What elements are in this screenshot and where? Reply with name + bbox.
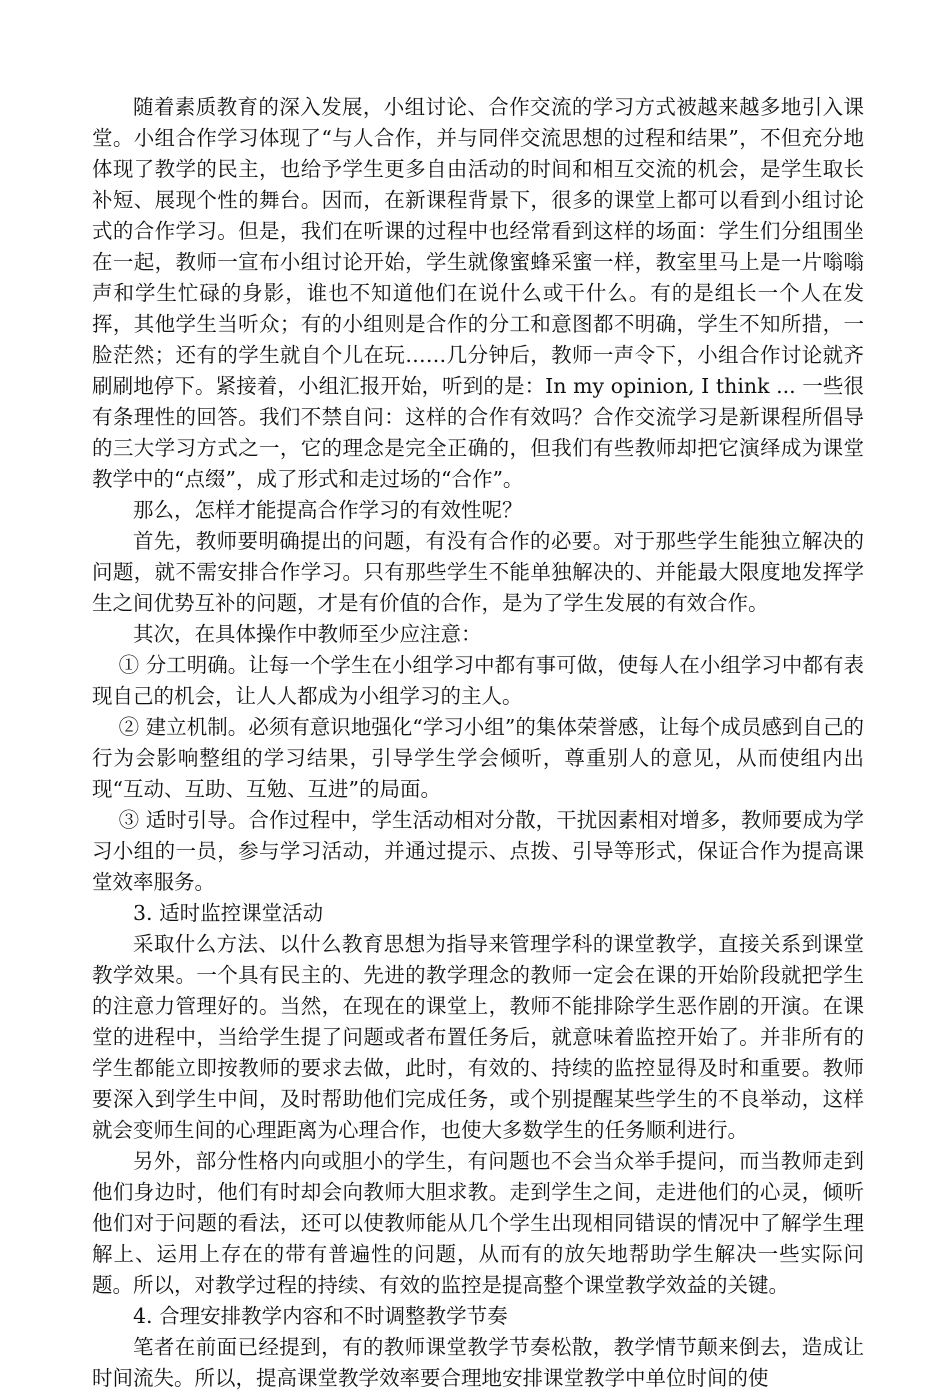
list-item-2: ② 建立机制。必须有意识地强化“学习小组”的集体荣誉感，让每个成员感到自己的行为会影响整组的学习结果，引导学生学会倾听，尊重别人的意见，从而使组内出现“互动、互助、互勉、互进”的局面。	[92, 715, 864, 801]
paragraph-question: 那么，怎样才能提高合作学习的有效性呢？	[133, 498, 523, 522]
list-item-1: ① 分工明确。让每一个学生在小组学习中都有事可做，使每人在小组学习中都有表现自己的机会，让人人都成为小组学习的主人。	[92, 653, 864, 708]
paragraph-first: 首先，教师要明确提出的问题，有没有合作的必要。对于那些学生能独立解决的问题，就不需安排合作学习。只有那些学生不能单独解决的、并能最大限度地发挥学生之间优势互补的问题，才是有价值的合作，是为了学生发展的有效合作。	[92, 529, 864, 615]
paragraph-second: 其次，在具体操作中教师至少应注意：	[133, 622, 482, 646]
paragraph-arrangement: 笔者在前面已经提到，有的教师课堂教学节奏松散，教学情节颠来倒去，造成让时间流失。所以，提高课堂教学效率要合理地安排课堂教学中单位时间的使	[92, 1335, 864, 1390]
paragraph-intro: 随着素质教育的深入发展，小组讨论、合作交流的学习方式被越来越多地引入课堂。小组合作学习体现了“与人合作，并与同伴交流思想的过程和结果”，不但充分地体现了教学的民主，也给予学生更多自由活动的时间和相互交流的机会，是学生取长补短、展现个性的舞台。因而，在新课程背景下，很多的课堂上都可以看到小组讨论式的合作学习。但是，我们在听课的过程中也经常看到这样的场面：学生们分组围坐在一起，教师一宣布小组讨论开始，学生就像蜜蜂采蜜一样，教室里马上是一片嗡嗡声和学生忙碌的身影，谁也不知道他们在说什么或干什么。有的是组长一个人在发挥，其他学生当听众；有的小组则是合作的分工和意图都不明确，学生不知所措，一脸茫然；还有的学生就自个儿在玩……几分钟后，教师一声令下，小组合作讨论就齐刷刷地停下。紧接着，小组汇报开始，听到的是：In my opinion, I think ... 一些很有条理性的回答。我们不禁自问：这样的合作有效吗？合作交流学习是新课程所倡导的三大学习方式之一，它的理念是完全正确的，但我们有些教师却把它演绎成为课堂教学中的“点缀”，成了形式和走过场的“合作”。	[92, 95, 864, 491]
section-heading-4: 4. 合理安排教学内容和不时调整教学节奏	[133, 1304, 508, 1328]
section-heading-3: 3. 适时监控课堂活动	[133, 901, 324, 925]
paragraph-monitoring: 采取什么方法、以什么教育思想为指导来管理学科的课堂教学，直接关系到课堂教学效果。一个具有民主的、先进的教学理念的教师一定会在课的开始阶段就把学生的注意力管理好的。当然，在现在的课堂上，教师不能排除学生恶作剧的开演。在课堂的进程中，当给学生提了问题或者布置任务后，就意味着监控开始了。并非所有的学生都能立即按教师的要求去做，此时，有效的、持续的监控显得及时和重要。教师要深入到学生中间，及时帮助他们完成任务，或个别提醒某些学生的不良举动，这样就会变师生间的心理距离为心理合作，也使大多数学生的任务顺利进行。	[92, 932, 864, 1142]
list-item-3: ③ 适时引导。合作过程中，学生活动相对分散，干扰因素相对增多，教师要成为学习小组的一员，参与学习活动，并通过提示、点拨、引导等形式，保证合作为提高课堂效率服务。	[92, 808, 864, 894]
paragraph-additionally: 另外，部分性格内向或胆小的学生，有问题也不会当众举手提问，而当教师走到他们身边时，他们有时却会向教师大胆求教。走到学生之间，走进他们的心灵，倾听他们对于问题的看法，还可以使教师能从几个学生出现相同错误的情况中了解学生理解上、运用上存在的带有普遍性的问题，从而有的放矢地帮助学生解决一些实际问题。所以，对教学过程的持续、有效的监控是提高整个课堂教学效益的关键。	[92, 1149, 864, 1297]
